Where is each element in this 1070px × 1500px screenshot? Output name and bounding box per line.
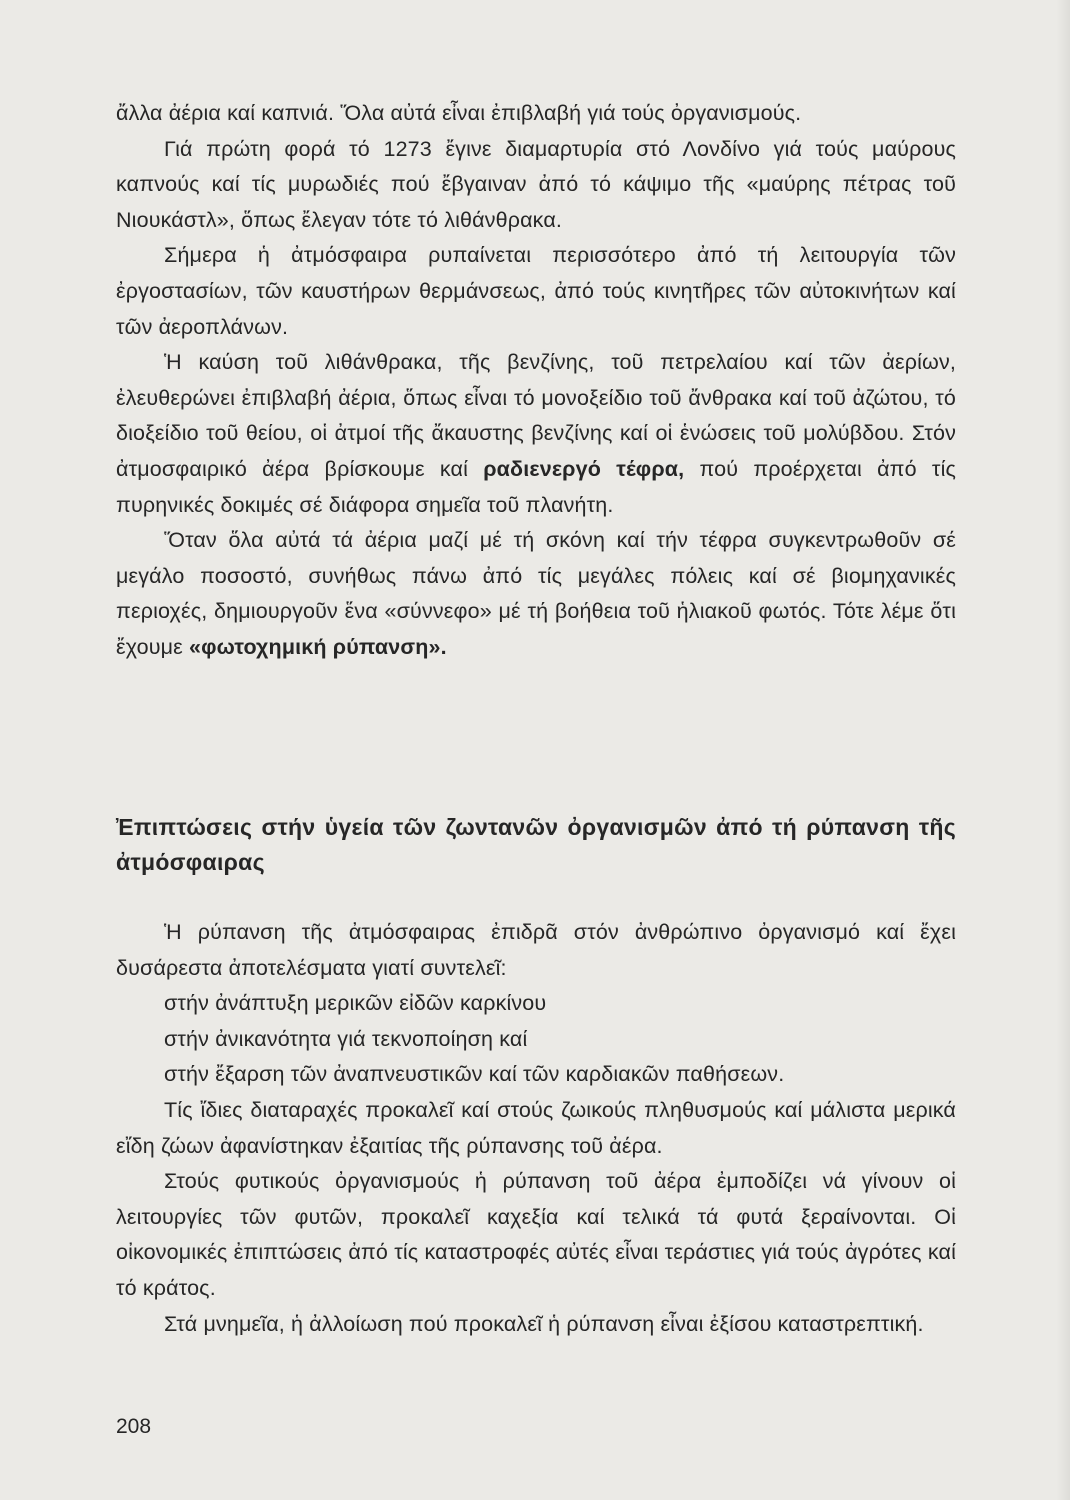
paragraph: Γιά πρώτη φορά τό 1273 ἔγινε διαμαρτυρία στό Λονδίνο γιά τούς μαύρους καπνούς καί τίς μυρωδιές πού ἔβγαιναν ἀπό τό κάψιμο τῆς «μαύρης πέτρας τοῦ Νιουκάστλ», ὅπως ἔλεγαν τότε τό λιθάνθρακα. [116, 136, 956, 232]
page-edge-shadow [1056, 0, 1070, 1500]
list-item: στήν ἀνικανότητα γιά τεκνοποίηση καί [164, 1026, 528, 1051]
list-item: στήν ἔξαρση τῶν ἀναπνευστικῶν καί τῶν καρδιακῶν παθήσεων. [164, 1062, 785, 1087]
emphasis-text: «φωτοχημική ρύπανση». [189, 634, 447, 659]
text-block-bottom [116, 915, 956, 1342]
paragraph-text: Ὅταν ὅλα αὐτά τά ἀέρια μαζί μέ τή σκόνη καί τήν τέφρα συγκεντρωθοῦν σέ μεγάλο ποσοστό, συνήθως πάνω ἀπό τίς μεγάλες πόλεις καί σέ βιομηχανικές περιοχές, δημιουργοῦν ἕνα «σύννεφο» μέ τή βοήθεια τοῦ ἡλιακοῦ φωτός. Τότε λέμε ὅτι ἔχουμε [116, 528, 956, 659]
paragraph: Στά μνημεῖα, ἡ ἀλλοίωση πού προκαλεῖ ἡ ρύπανση εἶναι ἐξίσου καταστρεπτική. [164, 1311, 924, 1336]
paragraph: ἄλλα ἀέρια καί καπνιά. Ὅλα αὐτά εἶναι ἐπιβλαβή γιά τούς ὀργανισμούς. [116, 101, 802, 125]
paragraph [116, 523, 956, 665]
page-number: 208 [116, 1415, 152, 1438]
paragraph-text: Ἡ καύση τοῦ λιθάνθρακα, τῆς βενζίνης, τοῦ πετρελαίου καί τῶν ἀερίων, ἐλευθερώνει ἐπιβλαβή ἀέρια, ὅπως εἶναι τό μονοξείδιο τοῦ ἄνθρακα καί τοῦ ἀζώτου, τό διοξείδιο τοῦ θείου, οἱ ἀτμοί τῆς ἄκαυστης βενζίνης καί οἱ ἑνώσεις τοῦ μολύβδου. Στόν ἀτμοσφαιρικό ἀέρα βρίσκουμε καί [116, 350, 956, 481]
paragraph: Τίς ἴδιες διαταραχές προκαλεῖ καί στούς ζωικούς πληθυσμούς καί μάλιστα μερικά εἴδη ζώων ἀφανίστηκαν ἐξαιτίας τῆς ρύπανσης τοῦ ἀέρα. [116, 1097, 956, 1158]
paragraph [116, 345, 956, 523]
paragraph: Σήμερα ἡ ἀτμόσφαιρα ρυπαίνεται περισσότερο ἀπό τή λειτουργία τῶν ἐργοστασίων, τῶν καυστήρων θερμάνσεως, ἀπό τούς κινητῆρες τῶν αὐτοκινήτων καί τῶν ἀεροπλάνων. [116, 243, 956, 339]
section-heading: Ἐπιπτώσεις στήν ὑγεία τῶν ζωντανῶν ὀργανισμῶν ἀπό τή ρύπανση τῆς ἀτμόσφαιρας [116, 814, 956, 875]
emphasis-text: ραδιενεργό τέφρα, [483, 456, 685, 481]
list-item: στήν ἀνάπτυξη μερικῶν εἰδῶν καρκίνου [164, 991, 547, 1016]
text-block-top [116, 96, 956, 666]
paragraph: Ἡ ρύπανση τῆς ἀτμόσφαιρας ἐπιδρᾶ στόν ἀνθρώπινο ὀργανισμό καί ἔχει δυσάρεστα ἀποτελέσματα γιατί συντελεῖ: [116, 920, 956, 980]
paragraph: Στούς φυτικούς ὀργανισμούς ἡ ρύπανση τοῦ ἀέρα ἐμποδίζει νά γίνουν οἱ λειτουργίες τῶν φυτῶν, προκαλεῖ καχεξία καί τελικά τά φυτά ξεραίνονται. Οἱ οἰκονομικές ἐπιπτώσεις ἀπό τίς καταστροφές αὐτές εἶναι τεράστιες γιά τούς ἀγρότες καί τό κράτος. [116, 1169, 956, 1300]
paragraph-text: πού προέρχεται ἀπό τίς πυρηνικές δοκιμές σέ διάφορα σημεῖα τοῦ πλανήτη. [116, 456, 957, 517]
